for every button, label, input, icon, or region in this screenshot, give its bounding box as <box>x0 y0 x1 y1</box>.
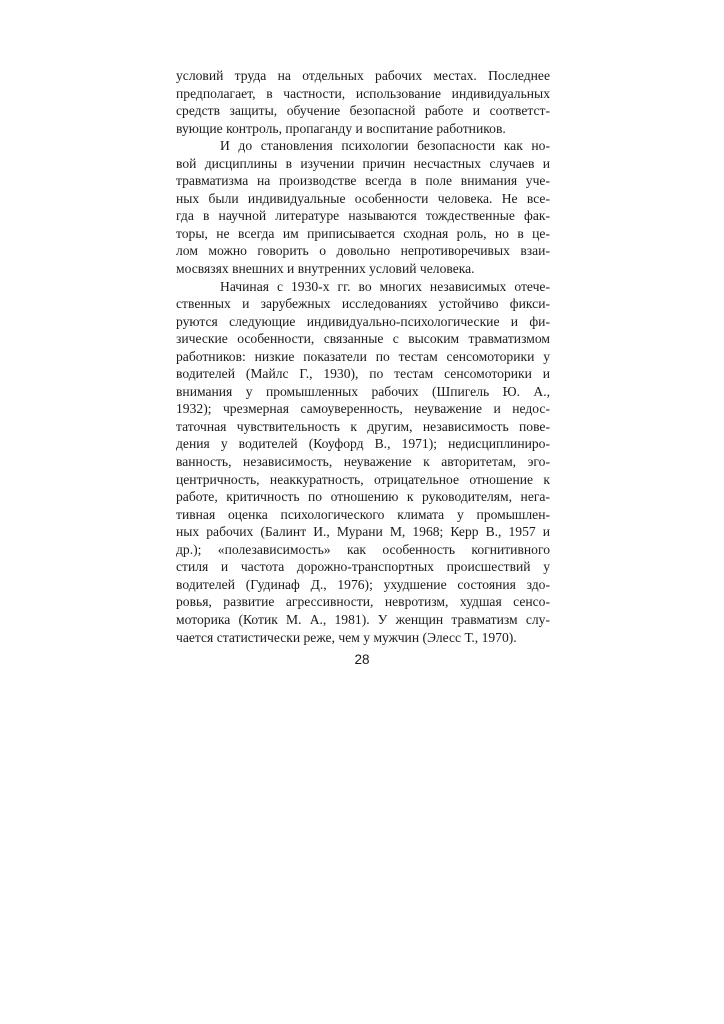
text-line: И до становления психологии безопасности как но- <box>220 138 550 154</box>
paragraph <box>176 137 550 277</box>
paragraph <box>176 278 550 646</box>
text-line: 1932); чрезмерная самоуверенность, неуважение и недос- <box>176 401 550 417</box>
text-line: работников: низкие показатели по тестам сенсомоторики у <box>176 348 550 364</box>
text-line: таточная чувствительность к другим, независимость пове- <box>176 418 550 434</box>
text-line: водителей (Гудинаф Д., 1976); ухудшение состояния здо- <box>176 576 550 592</box>
text-line: моторика (Котик М. А., 1981). У женщин травматизм слу- <box>176 611 550 627</box>
text-line: вующие контроль, пропаганду и воспитание работников. <box>176 120 506 136</box>
text-line: гда в научной литературе называются тождественные фак- <box>176 208 550 224</box>
text-line: лом можно говорить о довольно непротиворечивых взаи- <box>176 243 550 259</box>
text-line: центричность, неаккуратность, отрицательное отношение к <box>176 471 550 487</box>
text-line: ных были индивидуальные особенности человека. Не все- <box>176 190 550 206</box>
text-line: вой дисциплины в изучении причин несчастных случаев и <box>176 155 550 171</box>
text-line: предполагает, в частности, использование индивидуальных <box>176 85 550 101</box>
text-line: др.); «полезависимость» как особенность когнитивного <box>176 541 550 557</box>
text-line: условий труда на отдельных рабочих местах. Последнее <box>176 68 550 83</box>
text-line: дения у водителей (Коуфорд В., 1971); недисциплиниро- <box>176 436 550 452</box>
text-line: работе, критичность по отношению к руководителям, нега- <box>176 489 550 505</box>
text-line: средств защиты, обучение безопасной работе и соответст- <box>176 103 550 119</box>
text-line: Начиная с 1930-х гг. во многих независимых отече- <box>220 278 550 294</box>
text-line: травматизма на производстве всегда в поле внимания уче- <box>176 173 550 189</box>
paragraph <box>176 67 550 137</box>
text-line: торы, не всегда им приписывается сходная роль, но в це- <box>176 225 550 241</box>
text-line: внимания у промышленных рабочих (Шпигель Ю. А., <box>176 383 550 399</box>
text-line: мосвязях внешних и внутренних условий человека. <box>176 261 475 277</box>
text-line: ровья, развитие агрессивности, невротизм, худшая сенсо- <box>176 594 550 610</box>
text-line: зические особенности, связанные с высоким травматизмом <box>176 331 550 347</box>
text-line: руются следующие индивидуально-психологические и фи- <box>176 313 550 329</box>
text-line: водителей (Майлс Г., 1930), по тестам сенсомоторики и <box>176 366 550 382</box>
body-text <box>176 67 550 646</box>
page-number: 28 <box>354 652 370 667</box>
text-line: ственных и зарубежных исследованиях устойчиво фикси- <box>176 296 550 312</box>
text-line: стиля и частота дорожно-транспортных происшествий у <box>176 559 550 575</box>
text-line: чается статистически реже, чем у мужчин (Элесс Т., 1970). <box>176 629 517 645</box>
text-line: ных рабочих (Балинт И., Мурани М, 1968; Керр В., 1957 и <box>176 524 550 540</box>
text-line: ванность, независимость, неуважение к авторитетам, эго- <box>176 454 550 470</box>
text-line: тивная оценка психологического климата у промышлен- <box>176 506 550 522</box>
